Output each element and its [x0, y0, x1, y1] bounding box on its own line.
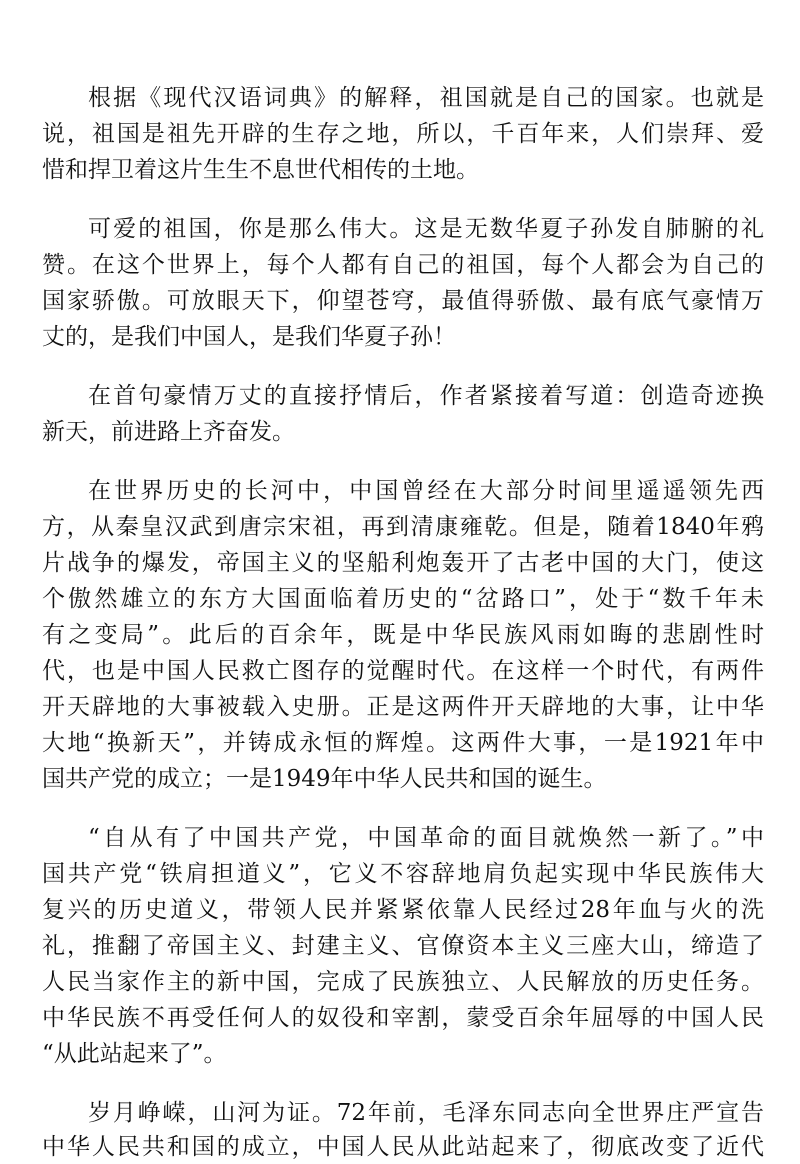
paragraph-4-line-4: 个傲然雄立的东方大国面临着历史的“岔路口”，处于“数千年未: [42, 586, 764, 612]
paragraph-3-line-2: 新天，前进路上齐奋发。: [42, 419, 295, 445]
paragraph-5-line-5: 人民当家作主的新中国，完成了民族独立、人民解放的历史任务。: [42, 969, 764, 995]
paragraph-1-line-1: 根据《现代汉语词典》的解释，祖国就是自己的国家。也就是: [88, 85, 764, 111]
paragraph-2-line-3: 国家骄傲。可放眼天下，仰望苍穹，最值得骄傲、最有底气豪情万: [42, 288, 764, 314]
paragraph-4-line-3: 片战争的爆发，帝国主义的坚船利炮轰开了古老中国的大门，使这: [42, 550, 764, 576]
paragraph-6-line-2: 中华人民共和国的成立，中国人民从此站起来了，彻底改变了近代: [42, 1134, 764, 1160]
paragraph-2-line-1: 可爱的祖国，你是那么伟大。这是无数华夏子孙发自肺腑的礼: [88, 216, 764, 242]
paragraph-5-line-3: 复兴的历史道义，带领人民并紧紧依靠人民经过28年血与火的洗: [42, 897, 764, 923]
paragraph-5-line-4: 礼，推翻了帝国主义、封建主义、官僚资本主义三座大山，缔造了: [42, 933, 764, 959]
paragraph-4-line-6: 代，也是中国人民救亡图存的觉醒时代。在这样一个时代，有两件: [42, 658, 764, 684]
paragraph-4-line-9: 国共产党的成立；一是1949年中华人民共和国的诞生。: [42, 766, 607, 792]
paragraph-4-line-5: 有之变局”。此后的百余年，既是中华民族风雨如晦的悲剧性时: [42, 622, 764, 648]
paragraph-4-line-8: 大地“换新天”，并铸成永恒的辉煌。这两件大事，一是1921年中: [42, 730, 764, 756]
paragraph-2-line-2: 赞。在这个世界上，每个人都有自己的祖国，每个人都会为自己的: [42, 252, 764, 278]
paragraph-5-line-7: “从此站起来了”。: [42, 1041, 227, 1067]
paragraph-3-line-1: 在首句豪情万丈的直接抒情后，作者紧接着写道：创造奇迹换: [88, 383, 764, 409]
paragraph-4-line-1: 在世界历史的长河中，中国曾经在大部分时间里遥遥领先西: [88, 478, 764, 504]
paragraph-1-line-3: 惜和捍卫着这片生生不息世代相传的土地。: [42, 157, 479, 183]
paragraph-1-line-2: 说，祖国是祖先开辟的生存之地，所以，千百年来，人们崇拜、爱: [42, 121, 764, 147]
paragraph-5-line-2: 国共产党“铁肩担道义”，它义不容辞地肩负起实现中华民族伟大: [42, 861, 764, 887]
paragraph-4-line-2: 方，从秦皇汉武到唐宗宋祖，再到清康雍乾。但是，随着1840年鸦: [42, 514, 764, 540]
paragraph-5-line-1: “自从有了中国共产党，中国革命的面目就焕然一新了。”中: [88, 825, 764, 851]
paragraph-5-line-6: 中华民族不再受任何人的奴役和宰割，蒙受百余年屈辱的中国人民: [42, 1005, 764, 1031]
paragraph-4-line-7: 开天辟地的大事被载入史册。正是这两件开天辟地的大事，让中华: [42, 694, 764, 720]
paragraph-2-line-4: 丈的，是我们中国人，是我们华夏子孙！: [42, 324, 456, 350]
paragraph-6-line-1: 岁月峥嵘，山河为证。72年前，毛泽东同志向全世界庄严宣告: [88, 1100, 764, 1126]
